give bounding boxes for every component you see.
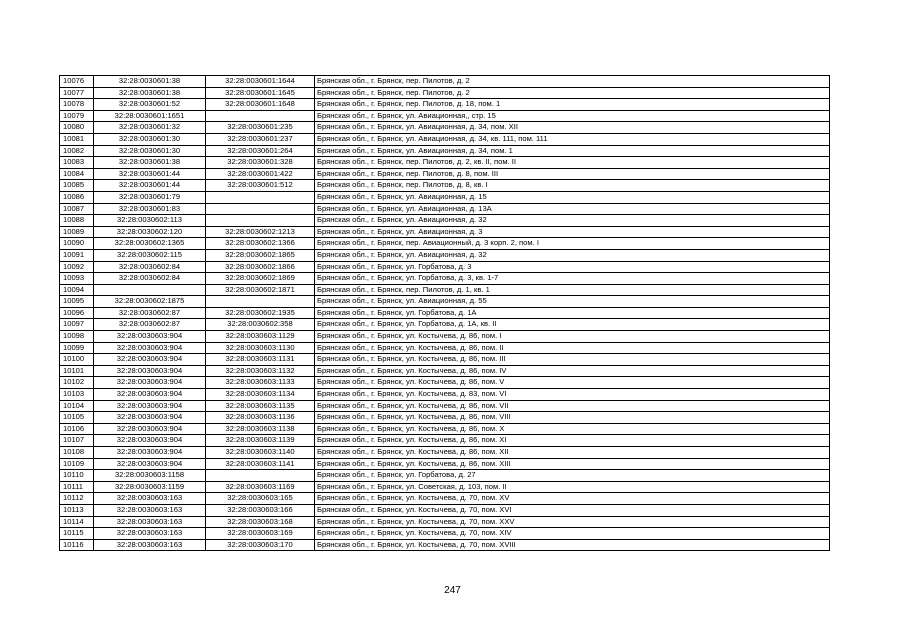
row-number-cell: 10093	[60, 273, 94, 285]
address-cell: Брянская обл., г. Брянск, ул. Авиационная,, стр. 15	[315, 110, 830, 122]
object-number-cell: 32:28:0030602:1935	[206, 307, 315, 319]
page-number: 247	[444, 585, 461, 596]
parcel-number-cell: 32:28:0030602:87	[94, 319, 206, 331]
object-number-cell: 32:28:0030602:1213	[206, 226, 315, 238]
address-cell: Брянская обл., г. Брянск, пер. Пилотов, д. 1, кв. 1	[315, 284, 830, 296]
address-cell: Брянская обл., г. Брянск, ул. Костычева, д. 70, пом. XXV	[315, 516, 830, 528]
row-number-cell: 10099	[60, 342, 94, 354]
object-number-cell: 32:28:0030603:1141	[206, 458, 315, 470]
address-cell: Брянская обл., г. Брянск, ул. Костычева, д. 86, пом. VII	[315, 400, 830, 412]
parcel-number-cell: 32:28:0030601:32	[94, 122, 206, 134]
address-cell: Брянская обл., г. Брянск, ул. Авиационная, д. 55	[315, 296, 830, 308]
table-row	[60, 180, 830, 192]
table-row	[60, 458, 830, 470]
object-number-cell: 32:28:0030603:1129	[206, 331, 315, 343]
address-cell: Брянская обл., г. Брянск, ул. Советская, д. 103, пом. II	[315, 481, 830, 493]
table-row	[60, 435, 830, 447]
address-cell: Брянская обл., г. Брянск, ул. Горбатова, д. 1А, кв. II	[315, 319, 830, 331]
table-row	[60, 284, 830, 296]
table-row	[60, 365, 830, 377]
object-number-cell: 32:28:0030603:1139	[206, 435, 315, 447]
parcel-number-cell: 32:28:0030603:904	[94, 412, 206, 424]
table-row	[60, 389, 830, 401]
parcel-number-cell: 32:28:0030601:44	[94, 180, 206, 192]
address-cell: Брянская обл., г. Брянск, ул. Костычева, д. 86, пом. I	[315, 331, 830, 343]
address-cell: Брянская обл., г. Брянск, ул. Горбатова, д. 3, кв. 1-7	[315, 273, 830, 285]
row-number-cell: 10106	[60, 423, 94, 435]
address-cell: Брянская обл., г. Брянск, ул. Авиационная, д. 15	[315, 191, 830, 203]
parcel-number-cell: 32:28:0030602:113	[94, 215, 206, 227]
table-row	[60, 377, 830, 389]
address-cell: Брянская обл., г. Брянск, ул. Костычева, д. 86, пом. XI	[315, 435, 830, 447]
object-number-cell: 32:28:0030601:237	[206, 133, 315, 145]
parcel-number-cell: 32:28:0030601:83	[94, 203, 206, 215]
address-cell: Брянская обл., г. Брянск, ул. Авиационная, д. 13А	[315, 203, 830, 215]
table-row	[60, 493, 830, 505]
table-row	[60, 539, 830, 551]
address-cell: Брянская обл., г. Брянск, ул. Горбатова, д. 1А	[315, 307, 830, 319]
row-number-cell: 10102	[60, 377, 94, 389]
table-row	[60, 226, 830, 238]
object-number-cell	[206, 296, 315, 308]
row-number-cell: 10115	[60, 528, 94, 540]
row-number-cell: 10113	[60, 504, 94, 516]
table-row	[60, 215, 830, 227]
table-row	[60, 504, 830, 516]
row-number-cell: 10103	[60, 389, 94, 401]
table-row	[60, 481, 830, 493]
address-cell: Брянская обл., г. Брянск, ул. Костычева, д. 86, пом. IV	[315, 365, 830, 377]
row-number-cell: 10100	[60, 354, 94, 366]
address-cell: Брянская обл., г. Брянск, пер. Пилотов, д. 2	[315, 76, 830, 88]
table-row	[60, 447, 830, 459]
row-number-cell: 10078	[60, 99, 94, 111]
row-number-cell: 10084	[60, 168, 94, 180]
object-number-cell: 32:28:0030603:165	[206, 493, 315, 505]
row-number-cell: 10112	[60, 493, 94, 505]
row-number-cell: 10094	[60, 284, 94, 296]
object-number-cell: 32:28:0030603:1135	[206, 400, 315, 412]
parcel-number-cell: 32:28:0030602:115	[94, 249, 206, 261]
object-number-cell: 32:28:0030603:168	[206, 516, 315, 528]
row-number-cell: 10088	[60, 215, 94, 227]
parcel-number-cell	[94, 284, 206, 296]
table-row	[60, 238, 830, 250]
address-cell: Брянская обл., г. Брянск, ул. Костычева, д. 70, пом. XV	[315, 493, 830, 505]
table-row	[60, 133, 830, 145]
address-cell: Брянская обл., г. Брянск, ул. Костычева, д. 86, пом. II	[315, 342, 830, 354]
address-cell: Брянская обл., г. Брянск, пер. Пилотов, д. 8, пом. III	[315, 168, 830, 180]
parcel-number-cell: 32:28:0030603:163	[94, 528, 206, 540]
object-number-cell: 32:28:0030603:1140	[206, 447, 315, 459]
parcel-number-cell: 32:28:0030601:52	[94, 99, 206, 111]
row-number-cell: 10109	[60, 458, 94, 470]
table-row	[60, 528, 830, 540]
table-row	[60, 203, 830, 215]
parcel-number-cell: 32:28:0030603:163	[94, 504, 206, 516]
object-number-cell: 32:28:0030603:1169	[206, 481, 315, 493]
object-number-cell: 32:28:0030603:1132	[206, 365, 315, 377]
parcel-number-cell: 32:28:0030602:87	[94, 307, 206, 319]
row-number-cell: 10085	[60, 180, 94, 192]
address-cell: Брянская обл., г. Брянск, пер. Пилотов, д. 8, кв. I	[315, 180, 830, 192]
row-number-cell: 10107	[60, 435, 94, 447]
parcel-number-cell: 32:28:0030603:904	[94, 377, 206, 389]
object-number-cell	[206, 215, 315, 227]
row-number-cell: 10091	[60, 249, 94, 261]
parcel-number-cell: 32:28:0030601:38	[94, 157, 206, 169]
object-number-cell: 32:28:0030601:328	[206, 157, 315, 169]
row-number-cell: 10076	[60, 76, 94, 88]
table-row	[60, 145, 830, 157]
parcel-number-cell: 32:28:0030603:163	[94, 493, 206, 505]
table-row	[60, 412, 830, 424]
address-cell: Брянская обл., г. Брянск, ул. Костычева, д. 70, пом. XIV	[315, 528, 830, 540]
table-row	[60, 76, 830, 88]
row-number-cell: 10095	[60, 296, 94, 308]
address-cell: Брянская обл., г. Брянск, ул. Костычева, д. 70, пом. XVI	[315, 504, 830, 516]
table-row	[60, 319, 830, 331]
parcel-number-cell: 32:28:0030602:120	[94, 226, 206, 238]
address-cell: Брянская обл., г. Брянск, ул. Авиационная, д. 34, пом. 1	[315, 145, 830, 157]
object-number-cell: 32:28:0030602:1866	[206, 261, 315, 273]
parcel-number-cell: 32:28:0030603:904	[94, 354, 206, 366]
table-row	[60, 122, 830, 134]
parcel-number-cell: 32:28:0030601:44	[94, 168, 206, 180]
row-number-cell: 10092	[60, 261, 94, 273]
row-number-cell: 10108	[60, 447, 94, 459]
parcel-number-cell: 32:28:0030603:904	[94, 458, 206, 470]
table-row	[60, 99, 830, 111]
address-cell: Брянская обл., г. Брянск, ул. Костычева, д. 86, пом. V	[315, 377, 830, 389]
row-number-cell: 10105	[60, 412, 94, 424]
parcel-number-cell: 32:28:0030602:1875	[94, 296, 206, 308]
parcel-number-cell: 32:28:0030603:904	[94, 342, 206, 354]
table-row	[60, 168, 830, 180]
table-row	[60, 354, 830, 366]
row-number-cell: 10111	[60, 481, 94, 493]
address-cell: Брянская обл., г. Брянск, ул. Авиационная, д. 3	[315, 226, 830, 238]
table-row	[60, 87, 830, 99]
object-number-cell: 32:28:0030603:1133	[206, 377, 315, 389]
address-cell: Брянская обл., г. Брянск, ул. Костычева, д. 86, пом. XII	[315, 447, 830, 459]
parcel-number-cell: 32:28:0030601:30	[94, 133, 206, 145]
object-number-cell: 32:28:0030603:169	[206, 528, 315, 540]
table-row	[60, 400, 830, 412]
object-number-cell: 32:28:0030603:1136	[206, 412, 315, 424]
object-number-cell: 32:28:0030603:1138	[206, 423, 315, 435]
row-number-cell: 10082	[60, 145, 94, 157]
parcel-number-cell: 32:28:0030603:163	[94, 516, 206, 528]
row-number-cell: 10081	[60, 133, 94, 145]
object-number-cell	[206, 203, 315, 215]
parcel-number-cell: 32:28:0030603:904	[94, 365, 206, 377]
row-number-cell: 10114	[60, 516, 94, 528]
table-row	[60, 157, 830, 169]
object-number-cell	[206, 110, 315, 122]
parcel-number-cell: 32:28:0030601:1651	[94, 110, 206, 122]
table-row	[60, 249, 830, 261]
row-number-cell: 10116	[60, 539, 94, 551]
parcel-number-cell: 32:28:0030601:79	[94, 191, 206, 203]
parcel-number-cell: 32:28:0030603:904	[94, 423, 206, 435]
parcel-number-cell: 32:28:0030603:904	[94, 331, 206, 343]
row-number-cell: 10097	[60, 319, 94, 331]
row-number-cell: 10101	[60, 365, 94, 377]
parcel-number-cell: 32:28:0030601:38	[94, 76, 206, 88]
parcel-number-cell: 32:28:0030603:904	[94, 447, 206, 459]
object-number-cell	[206, 191, 315, 203]
object-number-cell: 32:28:0030601:235	[206, 122, 315, 134]
parcel-number-cell: 32:28:0030602:84	[94, 261, 206, 273]
parcel-number-cell: 32:28:0030601:30	[94, 145, 206, 157]
object-number-cell: 32:28:0030602:1871	[206, 284, 315, 296]
address-cell: Брянская обл., г. Брянск, пер. Пилотов, д. 18, пом. 1	[315, 99, 830, 111]
table-row	[60, 470, 830, 482]
parcel-number-cell: 32:28:0030603:1159	[94, 481, 206, 493]
row-number-cell: 10098	[60, 331, 94, 343]
object-number-cell: 32:28:0030601:1645	[206, 87, 315, 99]
parcel-number-cell: 32:28:0030603:163	[94, 539, 206, 551]
address-cell: Брянская обл., г. Брянск, ул. Авиационная, д. 32	[315, 215, 830, 227]
parcel-number-cell: 32:28:0030603:1158	[94, 470, 206, 482]
object-number-cell: 32:28:0030602:358	[206, 319, 315, 331]
address-cell: Брянская обл., г. Брянск, ул. Костычева, д. 86, пом. XIII	[315, 458, 830, 470]
address-cell: Брянская обл., г. Брянск, ул. Авиационная, д. 32	[315, 249, 830, 261]
address-cell: Брянская обл., г. Брянск, ул. Костычева, д. 83, пом. VI	[315, 389, 830, 401]
object-number-cell: 32:28:0030601:264	[206, 145, 315, 157]
object-number-cell: 32:28:0030603:170	[206, 539, 315, 551]
table-row	[60, 307, 830, 319]
row-number-cell: 10087	[60, 203, 94, 215]
parcel-number-cell: 32:28:0030602:1365	[94, 238, 206, 250]
table-row	[60, 261, 830, 273]
table-row	[60, 110, 830, 122]
parcel-number-cell: 32:28:0030602:84	[94, 273, 206, 285]
object-number-cell: 32:28:0030601:1644	[206, 76, 315, 88]
address-cell: Брянская обл., г. Брянск, ул. Горбатова, д. 27	[315, 470, 830, 482]
row-number-cell: 10090	[60, 238, 94, 250]
table-row	[60, 191, 830, 203]
address-cell: Брянская обл., г. Брянск, ул. Костычева, д. 70, пом. XVIII	[315, 539, 830, 551]
address-cell: Брянская обл., г. Брянск, ул. Авиационная, д. 34, пом. XII	[315, 122, 830, 134]
table-body	[60, 76, 830, 551]
address-cell: Брянская обл., г. Брянск, пер. Пилотов, д. 2	[315, 87, 830, 99]
object-number-cell: 32:28:0030603:1131	[206, 354, 315, 366]
object-number-cell	[206, 470, 315, 482]
row-number-cell: 10086	[60, 191, 94, 203]
address-cell: Брянская обл., г. Брянск, пер. Пилотов, д. 2, кв. II, пом. II	[315, 157, 830, 169]
row-number-cell: 10110	[60, 470, 94, 482]
address-cell: Брянская обл., г. Брянск, ул. Костычева, д. 86, пом. X	[315, 423, 830, 435]
row-number-cell: 10104	[60, 400, 94, 412]
address-cell: Брянская обл., г. Брянск, пер. Авиационный, д. 3 корп. 2, пом. I	[315, 238, 830, 250]
table-row	[60, 342, 830, 354]
object-number-cell: 32:28:0030602:1366	[206, 238, 315, 250]
row-number-cell: 10080	[60, 122, 94, 134]
parcel-number-cell: 32:28:0030603:904	[94, 400, 206, 412]
table-row	[60, 331, 830, 343]
parcel-number-cell: 32:28:0030603:904	[94, 389, 206, 401]
row-number-cell: 10096	[60, 307, 94, 319]
address-cell: Брянская обл., г. Брянск, ул. Костычева, д. 86, пом. VIII	[315, 412, 830, 424]
parcel-number-cell: 32:28:0030601:38	[94, 87, 206, 99]
table-row	[60, 516, 830, 528]
cadastral-table	[59, 75, 830, 551]
object-number-cell: 32:28:0030601:422	[206, 168, 315, 180]
row-number-cell: 10089	[60, 226, 94, 238]
object-number-cell: 32:28:0030601:1648	[206, 99, 315, 111]
parcel-number-cell: 32:28:0030603:904	[94, 435, 206, 447]
object-number-cell: 32:28:0030603:1134	[206, 389, 315, 401]
address-cell: Брянская обл., г. Брянск, ул. Авиационная, д. 34, кв. 111, пом. 111	[315, 133, 830, 145]
row-number-cell: 10077	[60, 87, 94, 99]
row-number-cell: 10083	[60, 157, 94, 169]
table-row	[60, 296, 830, 308]
row-number-cell: 10079	[60, 110, 94, 122]
address-cell: Брянская обл., г. Брянск, ул. Горбатова, д. 3	[315, 261, 830, 273]
table-row	[60, 273, 830, 285]
address-cell: Брянская обл., г. Брянск, ул. Костычева, д. 86, пом. III	[315, 354, 830, 366]
object-number-cell: 32:28:0030603:1130	[206, 342, 315, 354]
table-row	[60, 423, 830, 435]
object-number-cell: 32:28:0030603:166	[206, 504, 315, 516]
object-number-cell: 32:28:0030601:512	[206, 180, 315, 192]
object-number-cell: 32:28:0030602:1869	[206, 273, 315, 285]
object-number-cell: 32:28:0030602:1865	[206, 249, 315, 261]
